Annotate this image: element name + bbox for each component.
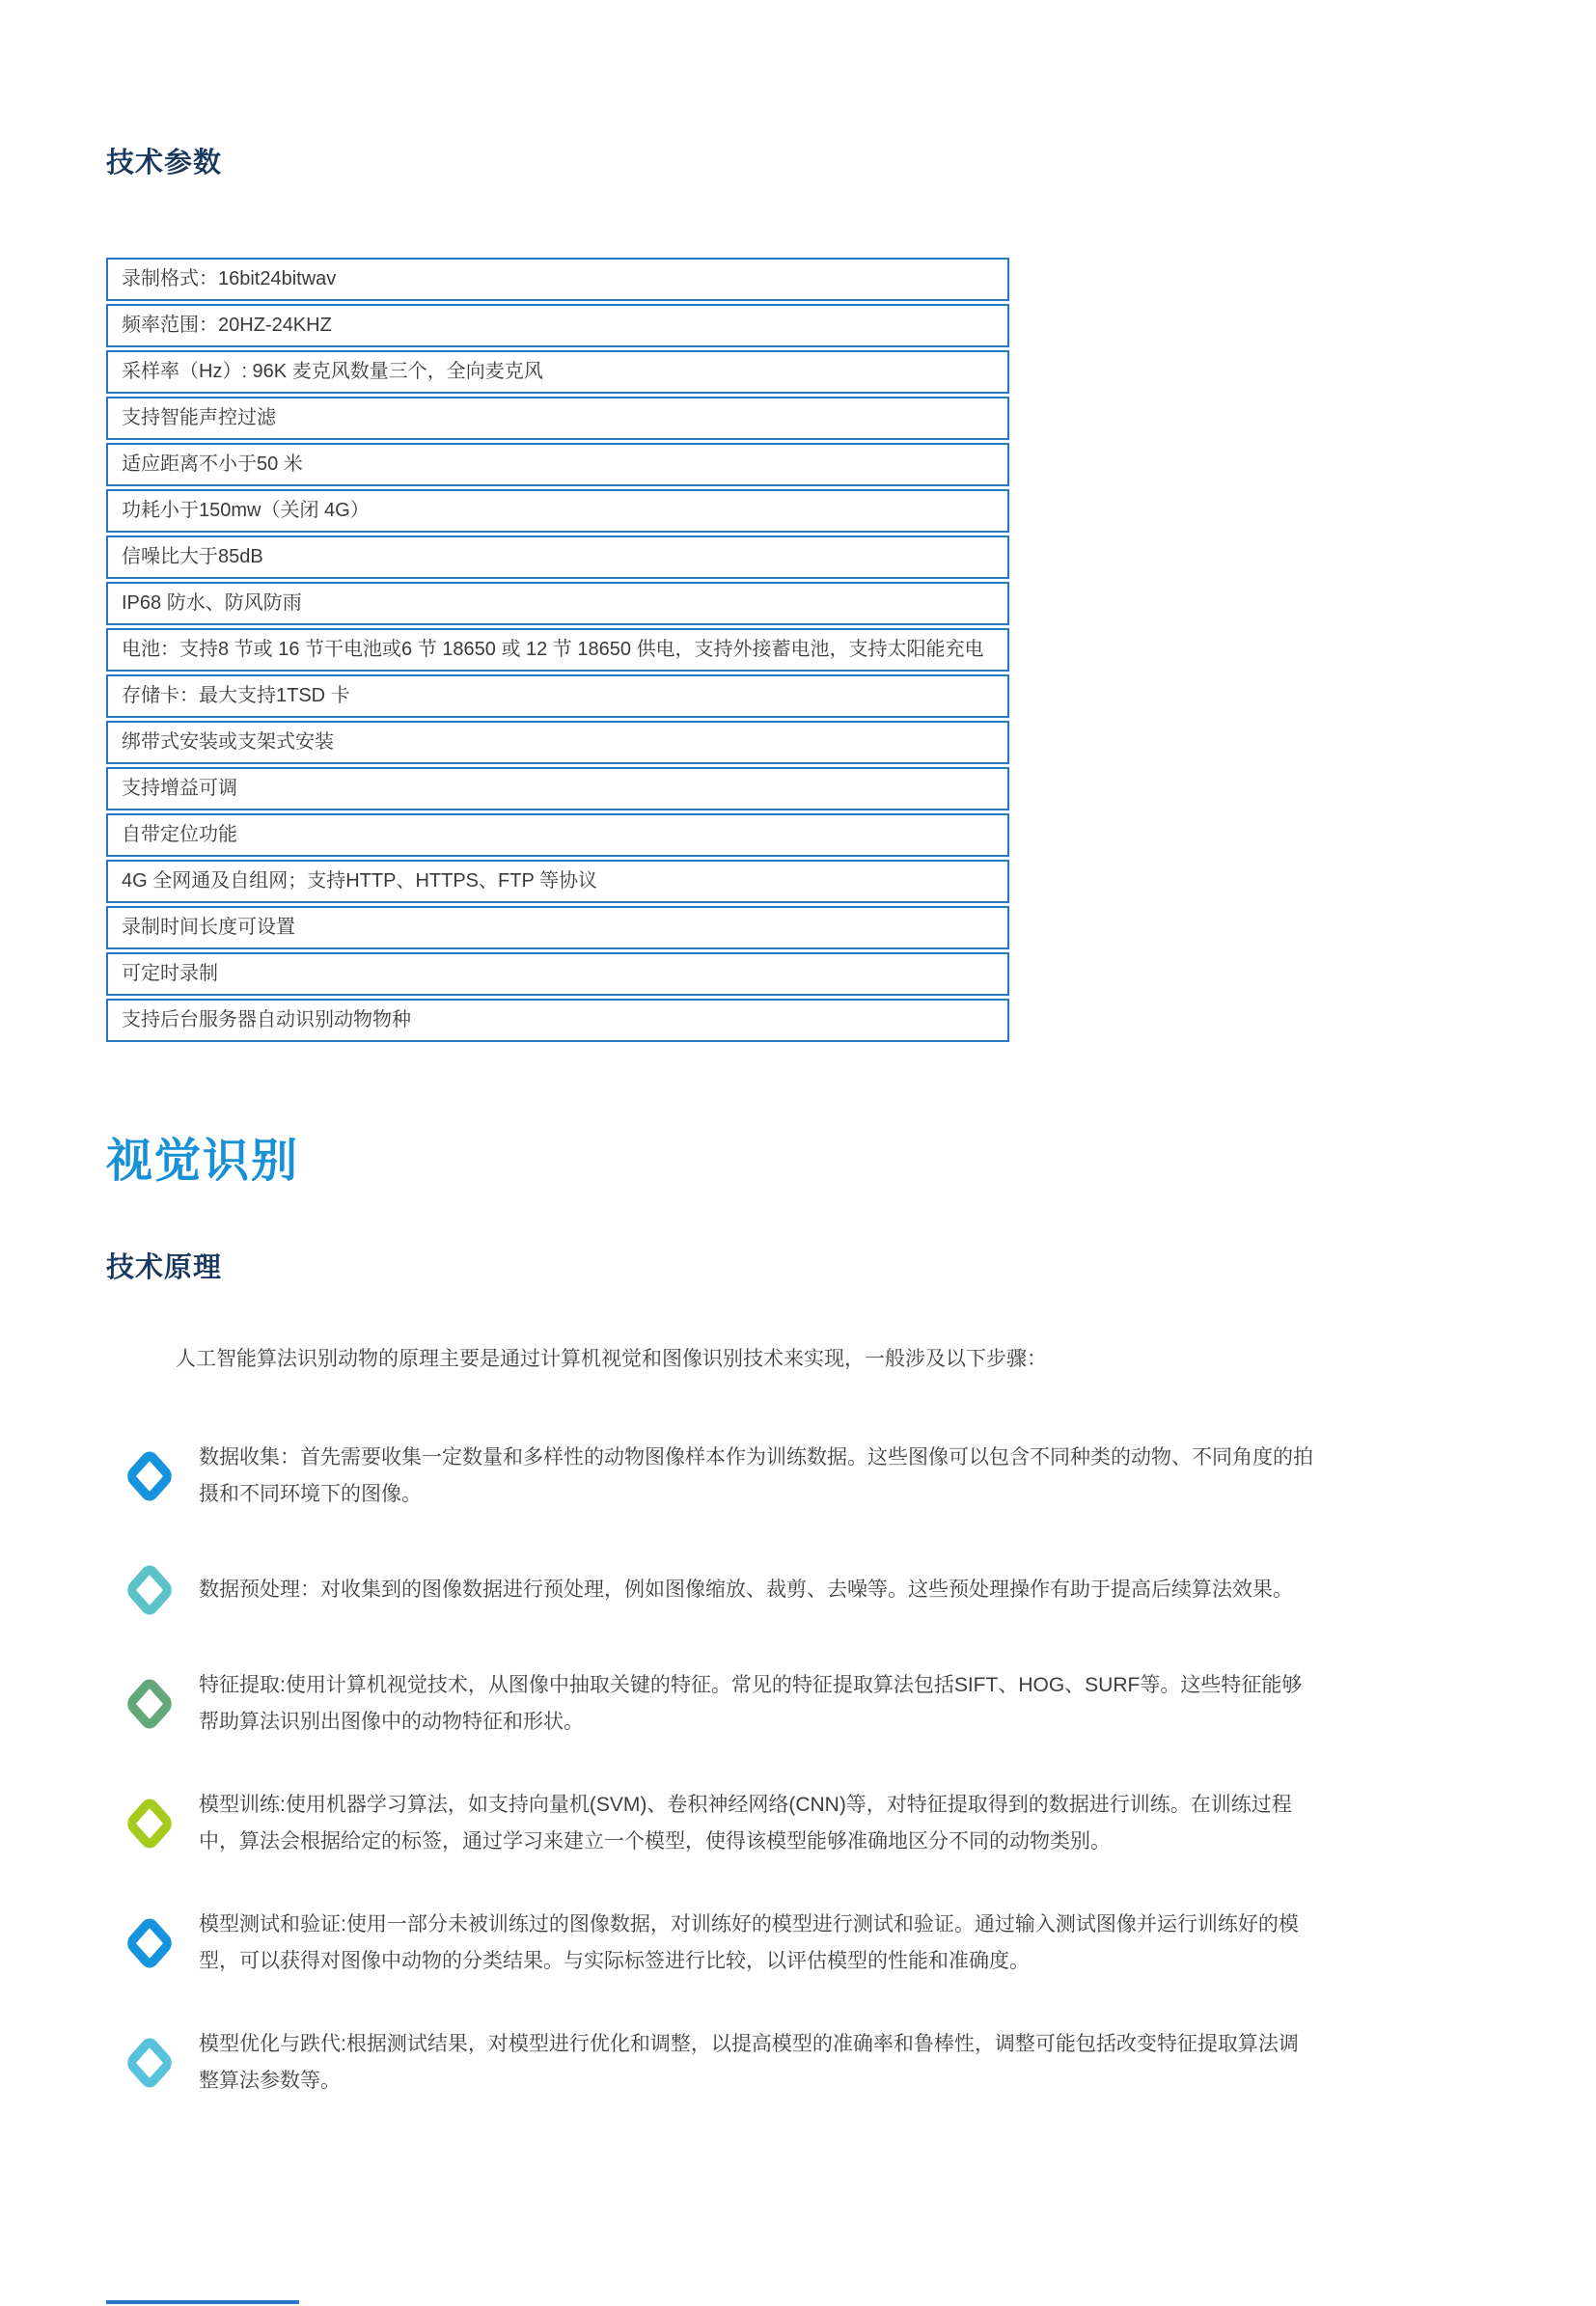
spec-table-row [106,535,1009,579]
spec-table-row [106,767,1009,810]
spec-table-row [106,443,1009,486]
rounded-diamond-icon [124,1675,176,1733]
spec-row-text: 支持智能声控过滤 [122,407,276,428]
spec-row-text: 绑带式安装或支架式安装 [122,731,334,753]
spec-table-row [106,721,1009,764]
section-title-tech-principle: 技术原理 [106,1252,223,1283]
spec-row-text: 可定时录制 [122,963,218,984]
step-text: 数据预处理：对收集到的图像数据进行预处理，例如图像缩放、裁剪、去噪等。这些预处理操作有助于提高后续算法效果。 [199,1579,1293,1601]
spec-table-row [106,674,1009,718]
spec-table-row [106,999,1009,1042]
step-icon-cell [122,1673,178,1735]
next-table-border-fragment [106,2300,299,2304]
spec-table-row [106,860,1009,903]
step-icon-cell [122,1793,178,1854]
spec-table-row [106,258,1009,301]
spec-table-row [106,952,1009,996]
spec-row-text: 功耗小于150mw（关闭 4G） [122,500,370,521]
step-item [106,1907,1490,1980]
spec-table-row [106,350,1009,394]
rounded-diamond-icon [124,1447,176,1505]
step-text: 特征提取:使用计算机视觉技术，从图像中抽取关键的特征。常见的特征提取算法包括SIFT、HOG、SURF等。这些特征能够帮助算法识别出图像中的动物特征和形状。 [199,1674,1303,1733]
spec-row-text: 支持后台服务器自动识别动物物种 [122,1009,411,1030]
spec-table-row [106,813,1009,857]
step-item [106,1559,1490,1621]
step-item [106,1667,1490,1741]
section-title-visual-recognition: 视觉识别 [106,1136,300,1187]
section-title-tech-params: 技术参数 [106,148,223,178]
step-item [106,1440,1490,1513]
spec-table [106,258,1009,1042]
spec-row-text: 录制格式：16bit24bitwav [122,268,337,289]
spec-row-text: IP68 防水、防风防雨 [122,592,302,614]
spec-row-text: 支持增益可调 [122,778,237,799]
rounded-diamond-icon [124,2034,176,2092]
step-icon-cell [122,1445,178,1507]
spec-row-text: 自带定位功能 [122,824,237,845]
spec-row-text: 采样率（Hz）: 96K 麦克风数量三个，全向麦克风 [122,361,543,382]
spec-row-text: 信噪比大于85dB [122,546,263,567]
spec-row-text: 适应距离不小于50 米 [122,453,303,475]
spec-table-row [106,304,1009,347]
step-icon-cell [122,1912,178,1974]
spec-table-row [106,489,1009,533]
step-text: 模型训练:使用机器学习算法，如支持向量机(SVM)、卷积神经网络(CNN)等，对特征提取得到的数据进行训练。在训练过程中，算法会根据给定的标签，通过学习来建立一个模型，使得该模型能够准确地区分不同的动物类别。 [199,1794,1292,1853]
spec-table-row [106,582,1009,625]
step-text: 模型测试和验证:使用一部分未被训练过的图像数据，对训练好的模型进行测试和验证。通过输入测试图像并运行训练好的模型，可以获得对图像中动物的分类结果。与实际标签进行比较，以评估模型的性能和准确度。 [199,1913,1299,1972]
steps-list [106,1440,1490,2100]
spec-table-row [106,628,1009,672]
step-item [106,2026,1490,2100]
spec-table-row [106,906,1009,949]
document-page [0,141,1596,2100]
spec-row-text: 电池：支持8 节或 16 节干电池或6 节 18650 或 12 节 18650 供电，支持外接蓄电池，支持太阳能充电 [122,639,984,660]
spec-row-text: 频率范围：20HZ-24KHZ [122,315,332,336]
rounded-diamond-icon [124,1795,176,1853]
rounded-diamond-icon [124,1914,176,1972]
spec-row-text: 录制时间长度可设置 [122,917,295,938]
rounded-diamond-icon [124,1561,176,1619]
spec-table-row [106,397,1009,440]
step-text: 模型优化与跌代:根据测试结果，对模型进行优化和调整，以提高模型的准确率和鲁棒性，调整可能包括改变特征提取算法调整算法参数等。 [199,2033,1299,2092]
intro-paragraph: 人工智能算法识别动物的原理主要是通过计算机视觉和图像识别技术来实现，一般涉及以下步骤： [176,1348,1047,1370]
step-item [106,1787,1490,1860]
step-icon-cell [122,1559,178,1621]
spec-row-text: 4G 全网通及自组网；支持HTTP、HTTPS、FTP 等协议 [122,870,597,892]
spec-row-text: 存储卡：最大支持1TSD 卡 [122,685,350,706]
step-text: 数据收集：首先需要收集一定数量和多样性的动物图像样本作为训练数据。这些图像可以包含不同种类的动物、不同角度的拍摄和不同环境下的图像。 [199,1446,1313,1505]
step-icon-cell [122,2032,178,2094]
